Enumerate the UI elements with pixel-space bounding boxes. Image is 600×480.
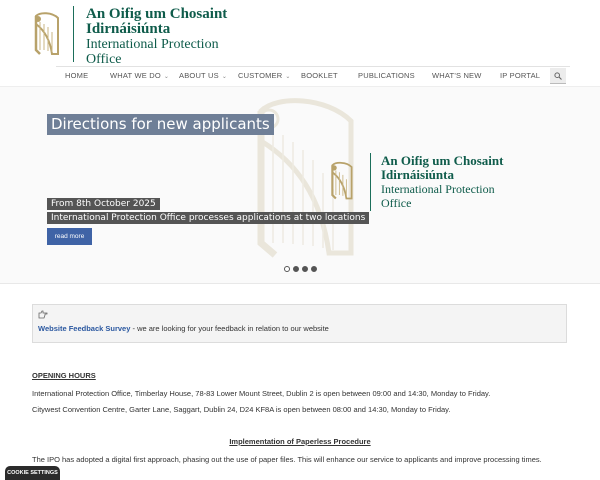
chevron-down-icon: ⌄	[285, 74, 291, 80]
logo-line-irish-1: An Oifig um Chosaint	[86, 6, 228, 22]
chevron-down-icon: ⌄	[163, 74, 170, 80]
chevron-down-icon: ⌄	[221, 74, 228, 80]
hero-carousel	[0, 86, 600, 284]
nav-item-what-we-do[interactable]: WHAT WE DO ⌄	[110, 71, 170, 80]
logo-line-english-2: Office	[86, 52, 122, 67]
carousel-dot-1[interactable]	[284, 266, 290, 272]
site-logo-text[interactable]	[86, 7, 227, 67]
site-header	[0, 0, 600, 86]
logo-divider	[73, 6, 74, 62]
harp-logo-icon[interactable]	[30, 10, 64, 58]
hero-date-caption: From 8th October 2025	[47, 198, 160, 210]
nav-item-home[interactable]: HOME	[65, 71, 89, 80]
nav-item-publications[interactable]: PUBLICATIONS	[358, 71, 415, 80]
hero-subtitle-caption: International Protection Office processes applications at two locations	[47, 212, 369, 224]
harp-logo-icon	[327, 160, 357, 202]
feedback-description: - we are looking for your feedback in relation to our website	[130, 324, 329, 333]
hero-logo-line-2: Idirnáisiúnta	[381, 167, 454, 182]
cookie-settings-button[interactable]: COOKIE SETTINGS	[5, 466, 60, 480]
paperless-text: The IPO has adopted a digital first approach, phasing out the use of paper files. This will enhance our service to applicants and improve processing times.	[32, 455, 542, 464]
feedback-notice	[32, 304, 567, 343]
hero-title[interactable]: Directions for new applicants	[47, 114, 274, 135]
hero-logo-line-3: International Protection	[381, 182, 495, 196]
nav-item-booklet[interactable]: BOOKLET	[301, 71, 338, 80]
nav-item-ip-portal[interactable]: IP PORTAL	[500, 71, 541, 80]
hero-logo-line-4: Office	[381, 196, 412, 210]
carousel-pager	[284, 266, 317, 272]
nav-item-customer[interactable]: CUSTOMER ⌄	[238, 71, 291, 80]
main-nav	[56, 66, 570, 85]
opening-hours-line-2: Citywest Convention Centre, Garter Lane, Saggart, Dublin 24, D24 KF8A is open between 08:00 and 14:30, Monday to Friday.	[32, 405, 451, 414]
carousel-dot-2[interactable]	[293, 266, 299, 272]
search-button[interactable]	[550, 68, 566, 84]
paperless-heading: Implementation of Paperless Procedure	[229, 437, 371, 446]
read-more-button[interactable]: read more	[47, 228, 92, 245]
feedback-text	[38, 324, 329, 333]
hero-logo-line-1: An Oifig um Chosaint	[381, 153, 504, 168]
feedback-survey-link[interactable]: Website Feedback Survey	[38, 324, 131, 333]
hero-logo-text	[381, 154, 503, 210]
carousel-dot-4[interactable]	[311, 266, 317, 272]
nav-item-about-us[interactable]: ABOUT US ⌄	[179, 71, 228, 80]
logo-line-english-1: International Protection	[86, 37, 219, 52]
pointing-hand-icon	[38, 310, 48, 319]
opening-hours-line-1: International Protection Office, Timberlay House, 78-83 Lower Mount Street, Dublin 2 is open between 09:00 and 14:30, Monday to Friday.	[32, 389, 491, 398]
logo-line-irish-2: Idirnáisiúnta	[86, 21, 171, 37]
hero-logo-divider	[370, 153, 371, 211]
search-icon	[554, 72, 562, 80]
carousel-dot-3[interactable]	[302, 266, 308, 272]
nav-item-whats-new[interactable]: WHAT'S NEW	[432, 71, 482, 80]
opening-hours-heading: OPENING HOURS	[32, 371, 96, 380]
